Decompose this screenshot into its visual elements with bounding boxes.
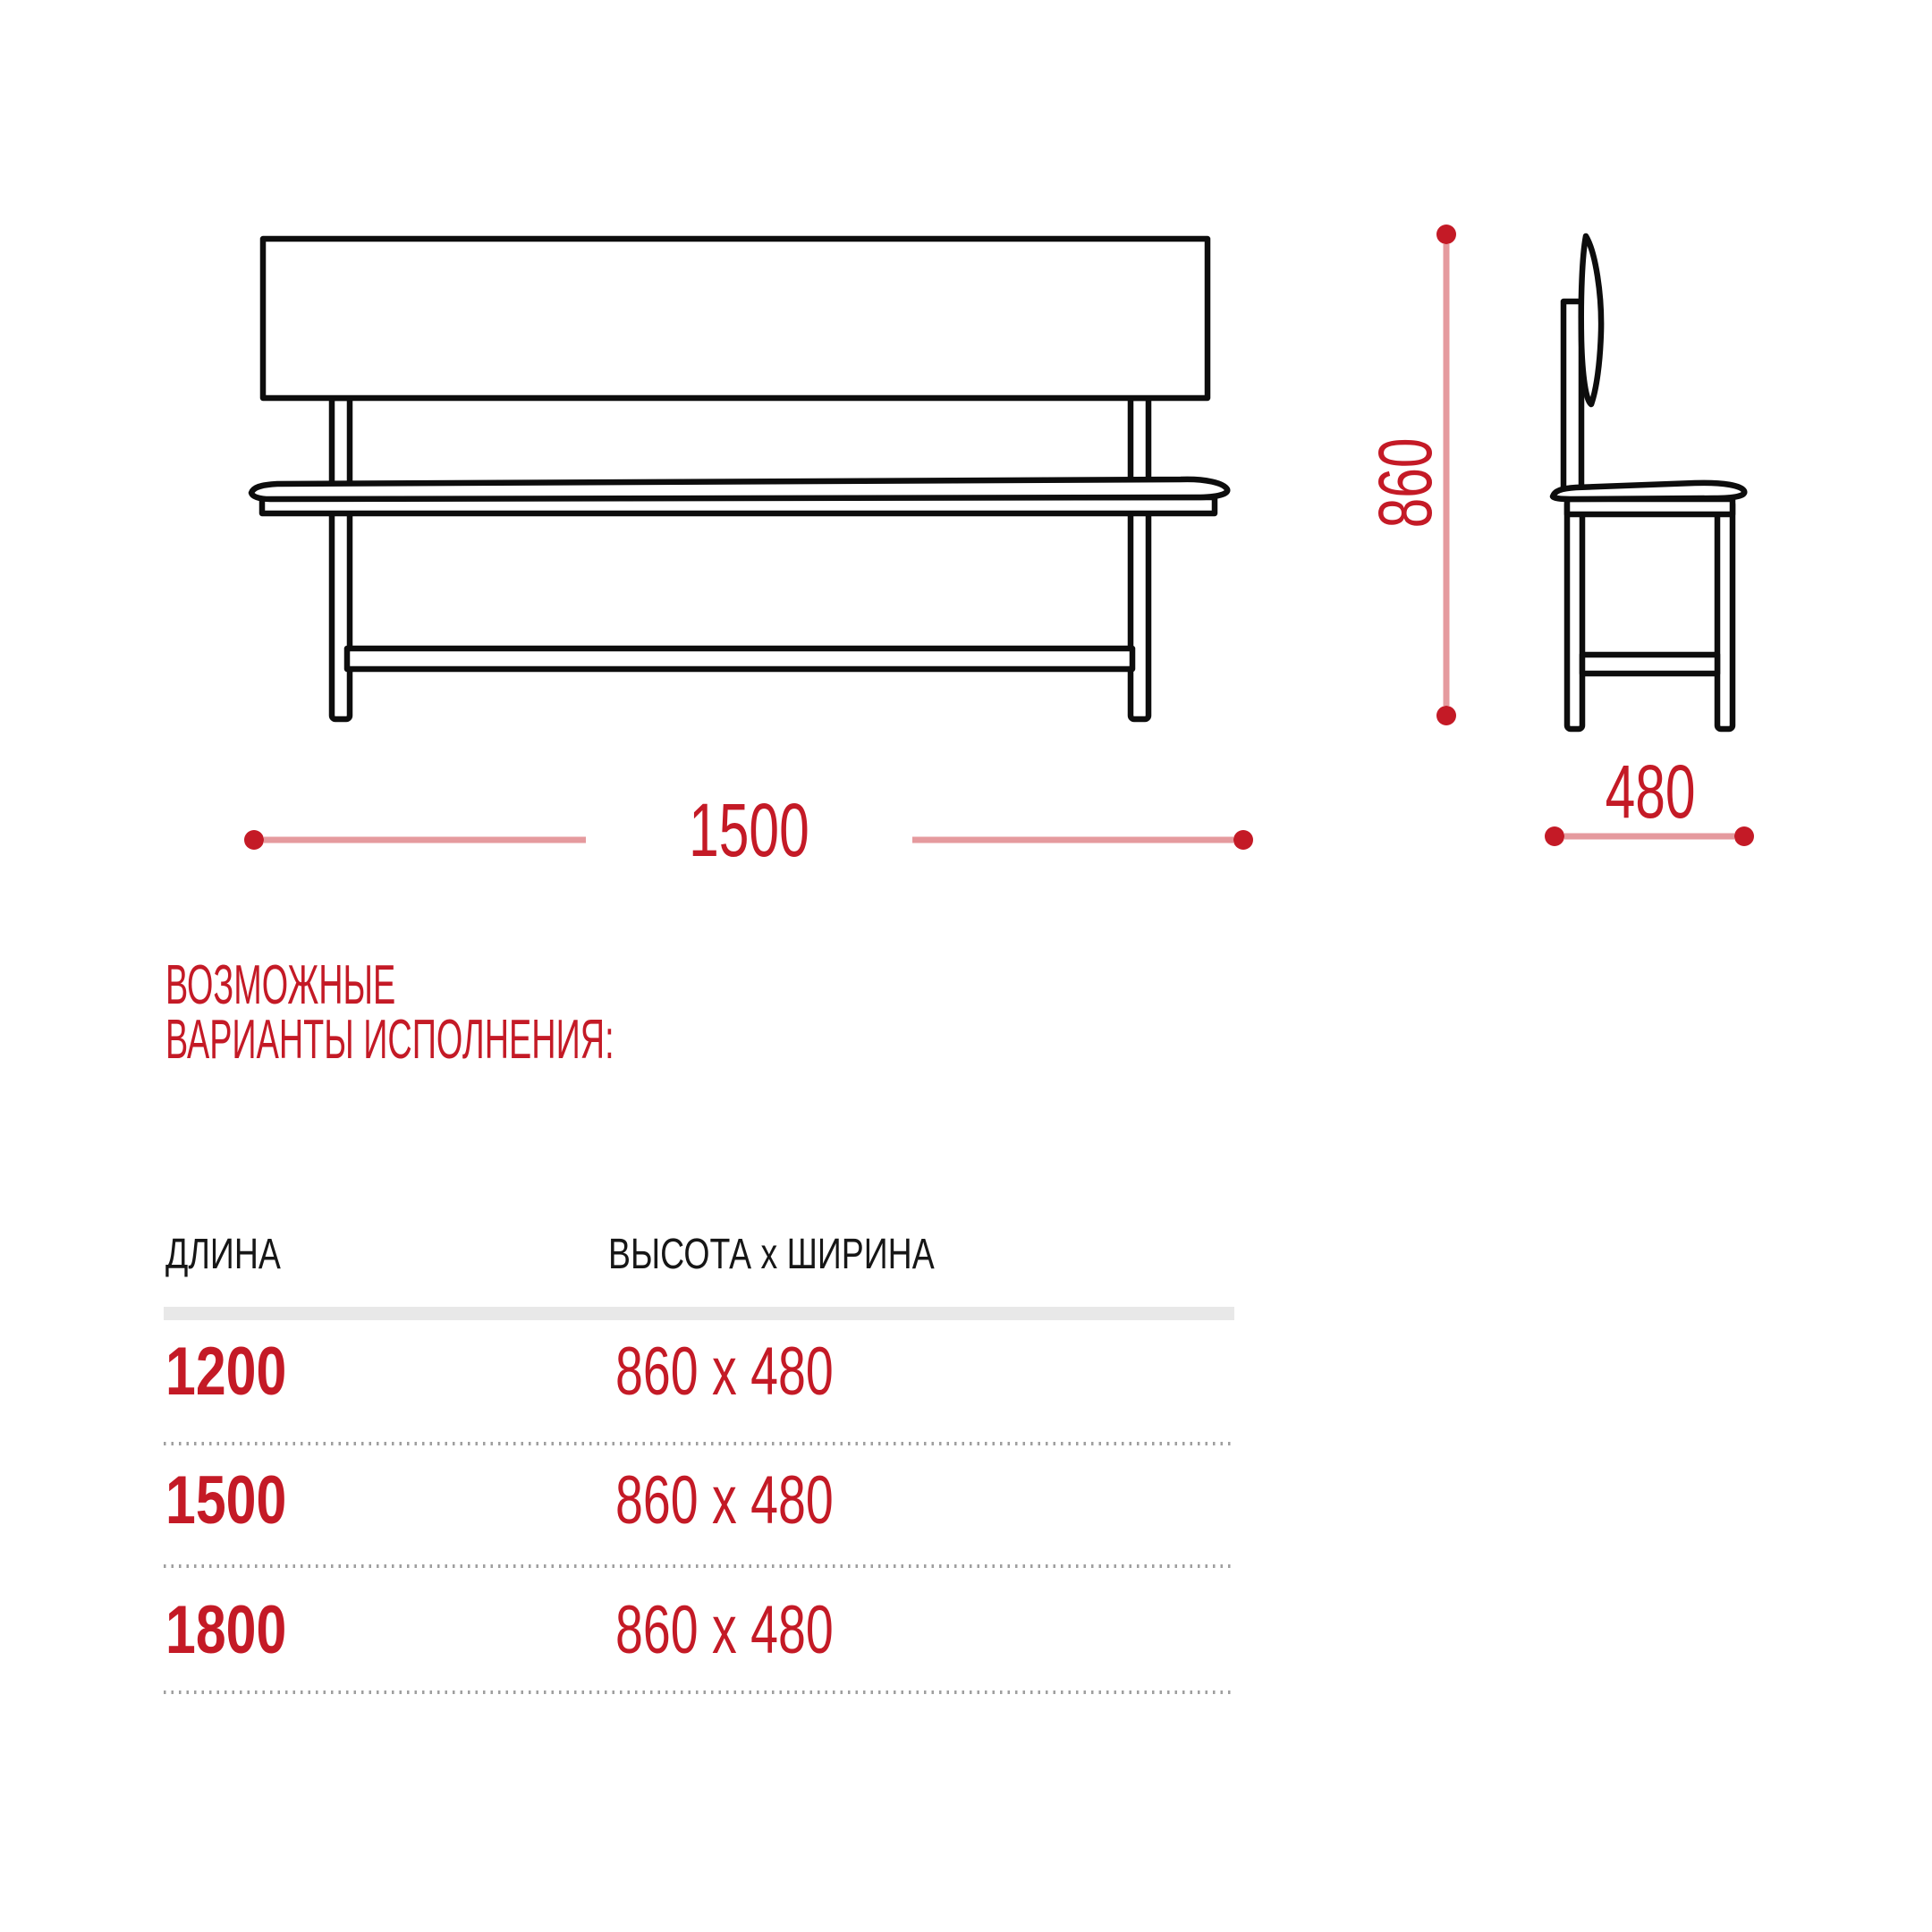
variants-heading [165,954,901,1071]
table-row-length: 1800 [165,1592,287,1668]
length-dim-dot-right [1233,830,1253,850]
front-seat [251,479,1227,499]
table-row-size: 860 x 480 [615,1334,834,1410]
front-right-leg [1131,492,1148,719]
width-dim-dot-right [1734,826,1754,846]
side-height-dimension-label [1363,304,1447,662]
front-backrest [263,239,1208,398]
side-left-leg [1567,501,1582,729]
table-header-divider [164,1307,1234,1320]
side-width-dimension-label [1471,750,1829,834]
side-right-leg [1717,501,1733,729]
variants-heading-line1: ВОЗМОЖНЫЕ [165,954,396,1016]
table-row-length: 1200 [165,1334,287,1410]
height-dim-dot-top [1436,225,1456,244]
side-stretcher [1582,655,1717,674]
table-row-size: 860 x 480 [615,1462,834,1538]
side-backrest-panel [1581,236,1601,404]
dotted-divider [164,1690,1233,1694]
front-length-dimension-label [570,788,928,872]
table-row-size: 860 x 480 [615,1592,834,1668]
front-stretcher [347,648,1132,669]
table-row-length: 1500 [165,1462,287,1538]
front-left-leg [332,492,350,719]
dotted-divider [164,1442,1233,1445]
front-length-value: 1500 [688,788,809,872]
bench-front-view [251,239,1227,719]
side-seat [1553,483,1744,499]
front-left-post [332,398,350,492]
bench-side-view [1553,236,1744,729]
column-header-length: ДЛИНА [165,1231,281,1278]
side-width-value: 480 [1605,750,1696,834]
column-header-size: ВЫСОТА x ШИРИНА [608,1231,935,1278]
height-dim-dot-bottom [1436,706,1456,725]
variants-heading-line2: ВАРИАНТЫ ИСПОЛНЕНИЯ: [165,1009,614,1071]
dotted-divider [164,1564,1233,1568]
width-dim-dot-left [1545,826,1564,846]
length-dim-dot-left [244,830,264,850]
side-height-value: 860 [1363,437,1447,529]
